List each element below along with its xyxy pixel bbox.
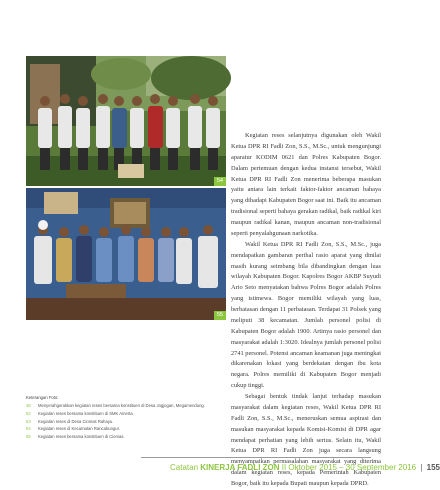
- page-number: 155: [426, 463, 440, 472]
- caption-title: Keterangan Foto:: [26, 395, 59, 400]
- footer-rule: [141, 457, 371, 458]
- caption-item: [26, 433, 226, 441]
- caption-number: 54: [26, 426, 31, 432]
- caption-item: [26, 425, 226, 433]
- photo-group-indoor-image: [26, 188, 226, 320]
- caption-number: 53: [26, 418, 31, 424]
- article-body: [231, 131, 381, 490]
- footer-date-range: II Oktober 2015 – 30 September 2016: [281, 463, 417, 472]
- photo-group-indoor: [26, 188, 226, 320]
- caption-number: 52: [26, 410, 31, 416]
- photo-number-badge: 55: [214, 311, 226, 320]
- page-footer: [0, 456, 440, 476]
- photo-number-badge: 54: [214, 177, 226, 186]
- caption-item: [26, 410, 226, 418]
- caption-text: Kegiatan reses bersama konstituen di SMK Amerta.: [38, 410, 134, 416]
- caption-item: [26, 402, 226, 410]
- footer-separator: |: [420, 463, 423, 472]
- caption-text: Kegiatan reses bersama konstituen di Ciomas.: [38, 433, 125, 439]
- paragraph: Wakil Ketua DPR RI Fadli Zon, S.S., M.Sc., juga mendapatkan gambaran perihal rasio aparat yang dinilai masih kurang seimbang bila dibandingkan dengan luas wilayah Kabupaten Bogor. Kapolres Bogor AKBP Suyudi Ario Seto menyatakan bahwa Polres Bogor adalah Polres yang istimewa. Bogor memiliki wilayah yang luas, berbatasan dengan 11 perbatasan. Terdapat 31 Polsek yang meliputi 38 kecamatan. Jumlah personel polisi di Kabupaten Bogor adalah 1900. Artinya rasio personel dan masyarakat adalah 1:3020. Idealnya jumlah personel polisi 2741 personel. Potensi ancaman keamanan juga meningkat dikarenakan lokasi yang berdekatan dengan ibu kota negara. Polres memiliki di Kabupaten Bogor menjadi cukup tinggi.: [231, 240, 381, 390]
- footer-prefix: Catatan: [170, 463, 199, 472]
- photo-captions: [26, 395, 226, 440]
- caption-number: 55: [26, 433, 31, 439]
- photo-group-garden-image: [26, 56, 226, 186]
- caption-text: Kegiatan reses di Desa Ciomas Rahayu.: [38, 418, 114, 424]
- photo-group-garden: [26, 56, 226, 186]
- paragraph: Kegiatan reses selanjutnya digunakan oleh Wakil Ketua DPR RI Fadli Zon, S.S., M.Sc., untuk mengunjungi aparatur KODIM 0621 dan Polres Kabupaten Bogor. Dalam pertemuan dengan kedua instansi tersebut, Wakil Ketua DPR RI Fadli Zon menerima beberapa masukan yaitu antara lain terkait faktor-faktor ancaman bahaya yang dihadapi Kabupaten Bogor saat ini. Baik itu ancaman tradisional seperti bahaya gerakan radikal, baik radikal kiri maupun radikal kanan, maupun ancaman non-tradisional seperti penyalahgunaan narkotika.: [231, 132, 381, 237]
- caption-text: Menyerahgerakkan kegiatan reses bersama konstituen di Desa Jogjogan, Megamendung.: [38, 403, 205, 409]
- caption-number: 48: [26, 403, 31, 409]
- footer-label: [170, 463, 440, 472]
- caption-item: [26, 418, 226, 426]
- footer-title: KINERJA FADLI ZON: [200, 463, 280, 472]
- caption-text: Kegiatan reses di Kecamatan Rancabungur.: [38, 426, 120, 432]
- paragraph: Sebagai bentuk tindak lanjut terhadap masukan masyarakat dalam kegiatan reses, Wakil Ketua DPR RI Fadli Zon, S.S., M.Sc., meneruskan semua aspirasi dan masukan masyarakat kepada Komisi-Komisi di DPR agar mendapat perhatian yang lebih serius. Selain itu, Wakil Ketua DPR RI Fadli Zon juga secara langsung menyampaikan permasalahan masyarakat yang diterima dalam kegiatan reses, kepada Pemerintah Kabupaten Bogor, baik itu kepada Bupati maupun kepada DPRD.: [231, 393, 381, 487]
